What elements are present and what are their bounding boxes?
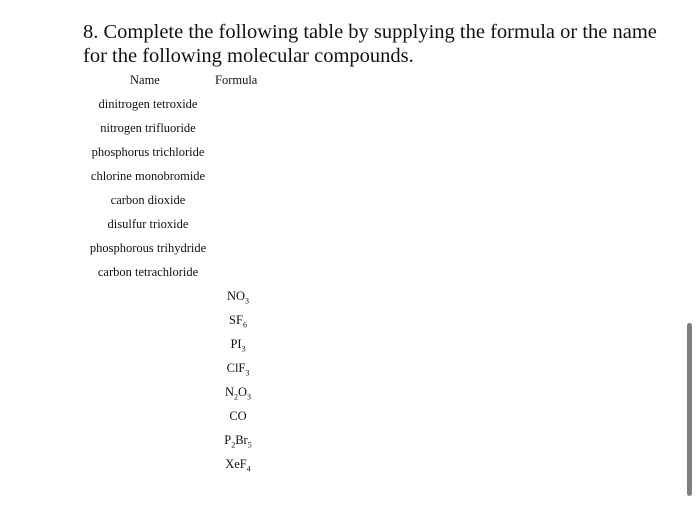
compound-name: phosphorus trichloride	[91, 145, 205, 159]
formula: ClF$_3$	[226, 361, 250, 378]
compound-name: carbon dioxide	[110, 193, 186, 207]
compound-name: carbon tetrachloride	[97, 265, 199, 279]
formula-list	[218, 288, 258, 480]
compound-name: phosphorous trihydride	[89, 241, 207, 255]
formula: XeF$_4$	[225, 457, 251, 474]
formula: $PI_3$	[230, 337, 246, 354]
compound-name: dinitrogen tetroxide	[98, 97, 198, 111]
question-text: 8. Complete the following table by supplying the formula or the name for the following molecular compounds.	[83, 21, 657, 67]
compound-name: disulfur trioxide	[107, 217, 189, 231]
column-header-formula: Formula	[215, 73, 258, 87]
compound-name-list	[83, 96, 213, 288]
formula: $P_2Br_5$	[224, 433, 252, 450]
formula: $N_2O_3$	[224, 385, 252, 402]
scrollbar-thumb[interactable]	[687, 323, 692, 496]
formula: $SF_6$	[229, 313, 247, 330]
formula: $NO_3$	[226, 289, 250, 306]
compound-name: nitrogen trifluoride	[100, 121, 196, 135]
compound-name: chlorine monobromide	[90, 169, 206, 183]
column-header-name: Name	[130, 73, 160, 87]
formula: CO	[229, 409, 247, 423]
